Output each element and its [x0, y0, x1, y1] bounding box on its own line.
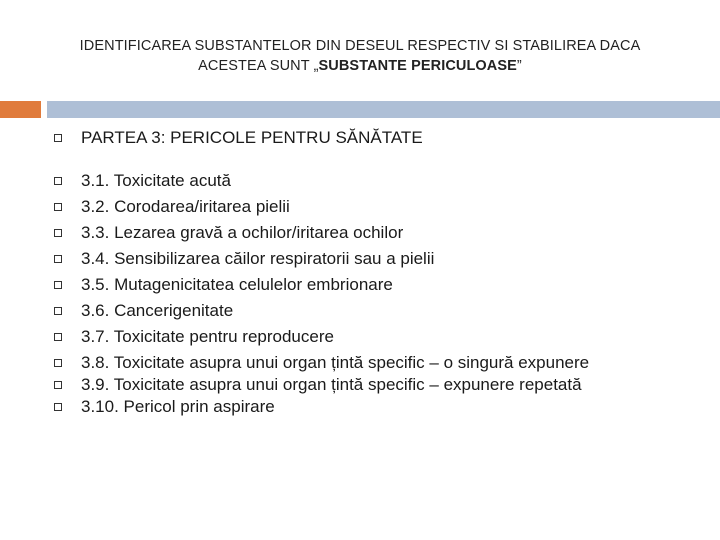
list-item-text: 3.4. Sensibilizarea căilor respiratorii sau a pielii: [81, 249, 435, 268]
slide-title: [40, 36, 680, 76]
square-bullet-icon: [54, 307, 62, 315]
square-bullet-icon: [54, 333, 62, 341]
accent-bar: [0, 101, 41, 118]
list-item: [50, 376, 710, 394]
list-item: [50, 224, 710, 242]
list-item: [50, 328, 710, 346]
square-bullet-icon: [54, 359, 62, 367]
square-bullet-icon: [54, 255, 62, 263]
list-item: [50, 276, 710, 294]
square-bullet-icon: [54, 203, 62, 211]
list-item-text: 3.2. Corodarea/iritarea pielii: [81, 197, 290, 216]
list-item-text: 3.8. Toxicitate asupra unui organ țintă specific – o singură expunere: [81, 353, 590, 372]
slide-title-line-2-prefix: ACESTEA SUNT „: [198, 58, 319, 74]
list-item: [50, 302, 710, 320]
section-heading-row: [50, 129, 710, 147]
list-item: [50, 354, 710, 372]
list-item-text: 3.1. Toxicitate acută: [81, 171, 231, 190]
square-bullet-icon: [54, 229, 62, 237]
list-item: [50, 398, 710, 416]
list-item: [50, 198, 710, 216]
slide-content: [50, 124, 710, 424]
square-bullet-icon: [54, 381, 62, 389]
slide-title-line-2: [40, 56, 680, 76]
list-item-text: 3.10. Pericol prin aspirare: [81, 397, 275, 416]
hazard-list: [50, 172, 710, 416]
list-item-text: 3.7. Toxicitate pentru reproducere: [81, 327, 334, 346]
list-item-text: 3.5. Mutagenicitatea celulelor embrionare: [81, 275, 393, 294]
slide-title-emphasis: SUBSTANTE PERICULOASE: [318, 58, 517, 74]
square-bullet-icon: [54, 177, 62, 185]
square-bullet-icon: [54, 403, 62, 411]
list-item-text: 3.3. Lezarea gravă a ochilor/iritarea ochilor: [81, 223, 404, 242]
list-item: [50, 250, 710, 268]
list-item-text: 3.6. Cancerigenitate: [81, 301, 234, 320]
square-bullet-icon: [54, 134, 62, 142]
section-heading: PARTEA 3: PERICOLE PENTRU SĂNĂTATE: [81, 128, 423, 147]
list-item: [50, 172, 710, 190]
header-divider-bar: [47, 101, 720, 118]
slide-title-line-1: IDENTIFICAREA SUBSTANTELOR DIN DESEUL RESPECTIV SI STABILIREA DACA: [79, 38, 641, 54]
square-bullet-icon: [54, 281, 62, 289]
list-item-text: 3.9. Toxicitate asupra unui organ țintă specific – expunere repetată: [81, 375, 582, 394]
slide-title-line-2-suffix: ”: [516, 58, 522, 74]
